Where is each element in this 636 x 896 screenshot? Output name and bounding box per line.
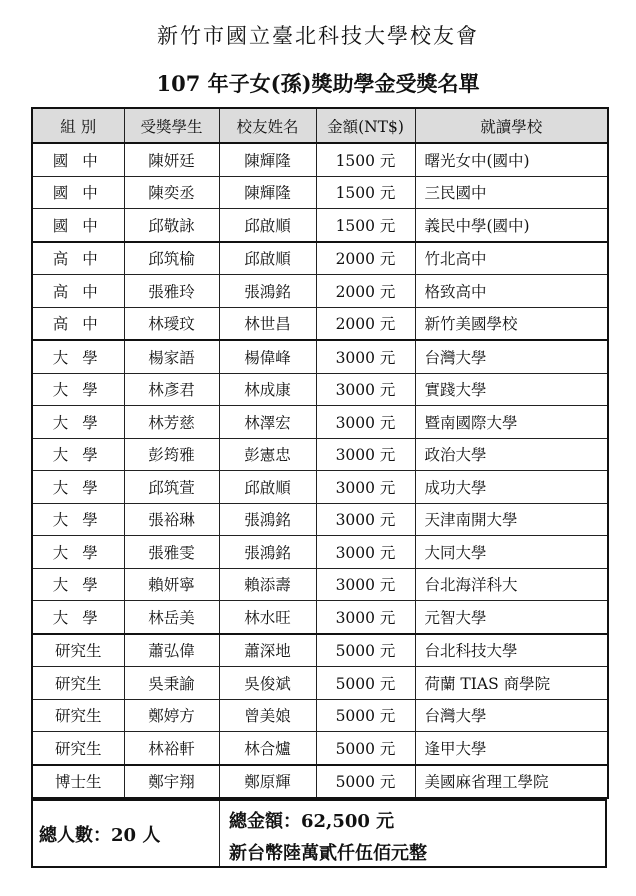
- table-row: [32, 634, 608, 667]
- cell-student: 林璦玟: [124, 307, 219, 340]
- cell-amount: 3000 元: [316, 373, 415, 406]
- cell-alumnus: 林合爐: [219, 732, 316, 765]
- cell-alumnus: 楊偉峰: [219, 340, 316, 373]
- cell-alumnus: 彭憲忠: [219, 438, 316, 471]
- table-row: [32, 242, 608, 275]
- table-row: [32, 406, 608, 439]
- cell-student: 林彥君: [124, 373, 219, 406]
- cell-amount: 3000 元: [316, 438, 415, 471]
- cell-amount: 2000 元: [316, 275, 415, 308]
- cell-student: 楊家語: [124, 340, 219, 373]
- cell-school: 義民中學(國中): [415, 209, 608, 242]
- award-roster-table: [31, 107, 609, 799]
- table-row: [32, 209, 608, 242]
- table-row: [32, 307, 608, 340]
- table-row: [32, 568, 608, 601]
- cell-category: 高中: [32, 242, 124, 275]
- cell-alumnus: 鄭原輝: [219, 765, 316, 799]
- table-row: [32, 438, 608, 471]
- cell-category: 國中: [32, 143, 124, 176]
- cell-student: 蕭弘偉: [124, 634, 219, 667]
- total-amount: 總金額：62,500 元: [229, 811, 395, 832]
- cell-category: 大學: [32, 340, 124, 373]
- table-row: [32, 471, 608, 504]
- amount-in-words: 新台幣陸萬貳仟伍佰元整: [229, 843, 427, 864]
- cell-school: 實踐大學: [415, 373, 608, 406]
- cell-student: 林岳美: [124, 601, 219, 634]
- header-alumnus: 校友姓名: [219, 108, 316, 143]
- cell-student: 張裕琳: [124, 503, 219, 536]
- cell-alumnus: 林澤宏: [219, 406, 316, 439]
- cell-student: 鄭婷方: [124, 699, 219, 732]
- cell-amount: 5000 元: [316, 634, 415, 667]
- cell-alumnus: 陳輝隆: [219, 176, 316, 209]
- cell-school: 元智大學: [415, 601, 608, 634]
- table-row: [32, 765, 608, 799]
- cell-school: 台灣大學: [415, 699, 608, 732]
- cell-school: 天津南開大學: [415, 503, 608, 536]
- header-school: 就讀學校: [415, 108, 608, 143]
- cell-school: 政治大學: [415, 438, 608, 471]
- document-title: 107 年子女(孫)獎助學金受獎名單: [156, 71, 480, 96]
- cell-amount: 5000 元: [316, 732, 415, 765]
- table-row: [32, 503, 608, 536]
- cell-category: 大學: [32, 406, 124, 439]
- cell-school: 暨南國際大學: [415, 406, 608, 439]
- cell-amount: 5000 元: [316, 699, 415, 732]
- cell-category: 國中: [32, 176, 124, 209]
- cell-category: 大學: [32, 601, 124, 634]
- cell-school: 竹北高中: [415, 242, 608, 275]
- summary-left-cell: [33, 801, 220, 866]
- cell-student: 吳秉諭: [124, 667, 219, 700]
- cell-student: 陳奕丞: [124, 176, 219, 209]
- table-body: [32, 143, 608, 798]
- cell-amount: 3000 元: [316, 471, 415, 504]
- cell-amount: 1500 元: [316, 143, 415, 176]
- cell-amount: 3000 元: [316, 340, 415, 373]
- total-people: 總人數：20 人: [39, 825, 161, 846]
- cell-alumnus: 賴添壽: [219, 568, 316, 601]
- cell-alumnus: 林世昌: [219, 307, 316, 340]
- cell-category: 研究生: [32, 634, 124, 667]
- table-row: [32, 601, 608, 634]
- cell-category: 高中: [32, 307, 124, 340]
- cell-category: 大學: [32, 373, 124, 406]
- cell-alumnus: 邱啟順: [219, 209, 316, 242]
- cell-school: 格致高中: [415, 275, 608, 308]
- cell-school: 台北海洋科大: [415, 568, 608, 601]
- cell-school: 三民國中: [415, 176, 608, 209]
- cell-amount: 3000 元: [316, 536, 415, 569]
- cell-alumnus: 蕭深地: [219, 634, 316, 667]
- cell-category: 研究生: [32, 699, 124, 732]
- summary-box: [31, 799, 607, 868]
- cell-school: 台北科技大學: [415, 634, 608, 667]
- table-row: [32, 143, 608, 176]
- cell-student: 鄭宇翔: [124, 765, 219, 799]
- cell-amount: 1500 元: [316, 209, 415, 242]
- cell-category: 大學: [32, 568, 124, 601]
- cell-school: 美國麻省理工學院: [415, 765, 608, 799]
- cell-amount: 5000 元: [316, 667, 415, 700]
- cell-student: 張雅雯: [124, 536, 219, 569]
- table-row: [32, 536, 608, 569]
- header-student: 受獎學生: [124, 108, 219, 143]
- table-header-row: [32, 108, 608, 143]
- cell-student: 彭筠雅: [124, 438, 219, 471]
- cell-student: 張雅玲: [124, 275, 219, 308]
- cell-student: 林芳慈: [124, 406, 219, 439]
- cell-student: 陳妍廷: [124, 143, 219, 176]
- cell-student: 林裕軒: [124, 732, 219, 765]
- cell-amount: 3000 元: [316, 406, 415, 439]
- cell-alumnus: 吳俊斌: [219, 667, 316, 700]
- cell-school: 新竹美國學校: [415, 307, 608, 340]
- cell-alumnus: 張鴻銘: [219, 536, 316, 569]
- cell-category: 高中: [32, 275, 124, 308]
- cell-category: 大學: [32, 438, 124, 471]
- organization-title: 新竹市國立臺北科技大學校友會: [157, 24, 479, 48]
- cell-student: 邱敬詠: [124, 209, 219, 242]
- cell-alumnus: 張鴻銘: [219, 275, 316, 308]
- cell-student: 賴妍寧: [124, 568, 219, 601]
- cell-alumnus: 曾美娘: [219, 699, 316, 732]
- table-row: [32, 176, 608, 209]
- cell-amount: 1500 元: [316, 176, 415, 209]
- cell-amount: 3000 元: [316, 568, 415, 601]
- cell-student: 邱筑萱: [124, 471, 219, 504]
- cell-category: 大學: [32, 536, 124, 569]
- cell-school: 成功大學: [415, 471, 608, 504]
- table-row: [32, 667, 608, 700]
- cell-amount: 2000 元: [316, 242, 415, 275]
- table-row: [32, 340, 608, 373]
- table-row: [32, 275, 608, 308]
- cell-school: 大同大學: [415, 536, 608, 569]
- header-category: 組 別: [32, 108, 124, 143]
- cell-category: 大學: [32, 503, 124, 536]
- header-amount: 金額(NT$): [316, 108, 415, 143]
- table-row: [32, 699, 608, 732]
- cell-school: 曙光女中(國中): [415, 143, 608, 176]
- cell-alumnus: 張鴻銘: [219, 503, 316, 536]
- cell-amount: 5000 元: [316, 765, 415, 799]
- cell-school: 逢甲大學: [415, 732, 608, 765]
- cell-category: 博士生: [32, 765, 124, 799]
- cell-school: 台灣大學: [415, 340, 608, 373]
- cell-alumnus: 陳輝隆: [219, 143, 316, 176]
- cell-category: 國中: [32, 209, 124, 242]
- cell-school: 荷蘭 TIAS 商學院: [415, 667, 608, 700]
- table-row: [32, 373, 608, 406]
- cell-category: 研究生: [32, 667, 124, 700]
- cell-student: 邱筑榆: [124, 242, 219, 275]
- cell-category: 研究生: [32, 732, 124, 765]
- cell-amount: 3000 元: [316, 601, 415, 634]
- cell-amount: 2000 元: [316, 307, 415, 340]
- cell-alumnus: 林成康: [219, 373, 316, 406]
- table-row: [32, 732, 608, 765]
- cell-alumnus: 邱啟順: [219, 242, 316, 275]
- cell-category: 大學: [32, 471, 124, 504]
- cell-alumnus: 林水旺: [219, 601, 316, 634]
- cell-alumnus: 邱啟順: [219, 471, 316, 504]
- cell-amount: 3000 元: [316, 503, 415, 536]
